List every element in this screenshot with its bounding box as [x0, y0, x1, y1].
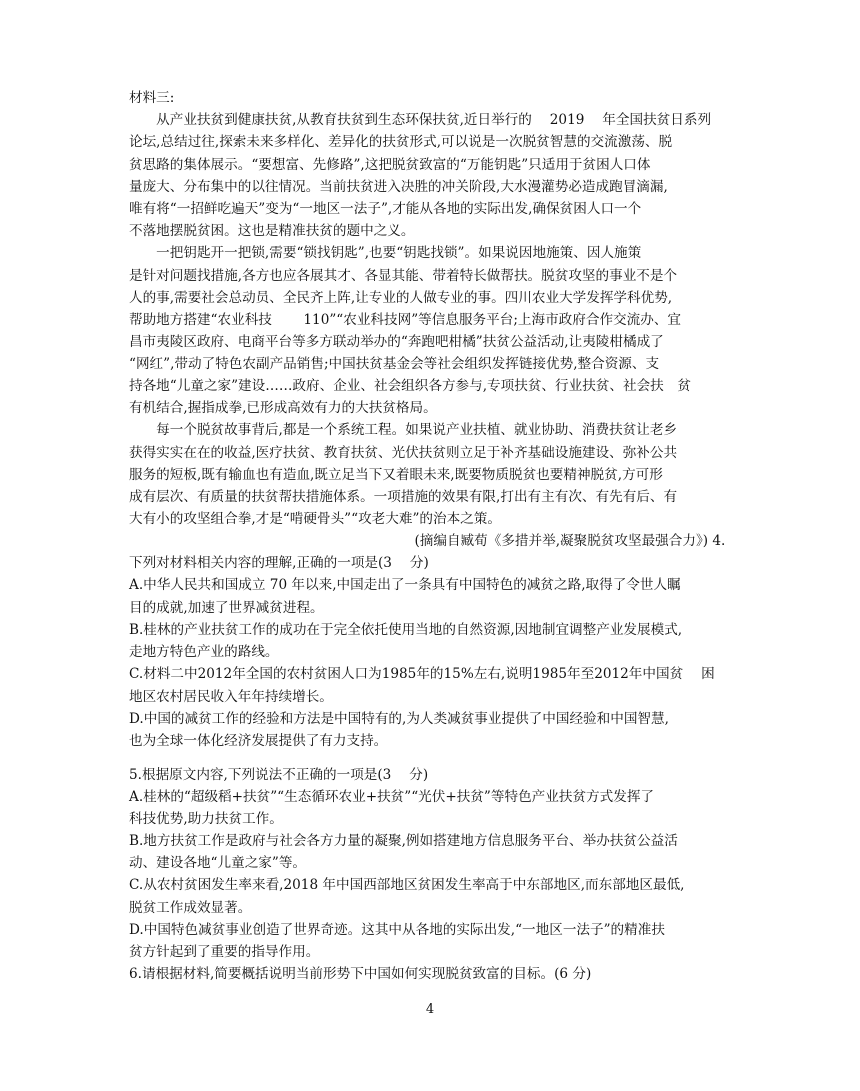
text-line: 获得实实在在的收益,医疗扶贫、教育扶贫、光伏扶贫则立足于补齐基础设施建设、弥补公共: [129, 445, 678, 461]
text-line: 持各地“儿童之家”建设……政府、企业、社会组织各方参与,专项扶贫、行业扶贫、社会扶 贫: [129, 378, 691, 394]
text-line: 地区农村居民收入年年持续增长。: [129, 689, 333, 705]
text-line: D.中国的减贫工作的经验和方法是中国特有的,为人类减贫事业提供了中国经验和中国智慧,: [129, 711, 669, 727]
text-line: 贫思路的集体展示。“要想富、先修路”,这把脱贫致富的“万能钥匙”只适用于贫困人口体: [129, 157, 651, 173]
text-line: B.桂林的产业扶贫工作的成功在于完全依托使用当地的自然资源,因地制宜调整产业发展模式,: [129, 622, 683, 638]
text-line: “网红”,带动了特色农副产品销售;中国扶贫基金会等社会组织发挥链接优势,整合资源、支: [129, 356, 660, 372]
text-line: 贫方针起到了重要的指导作用。: [129, 944, 320, 960]
text-line: 走地方特色产业的路线。: [129, 644, 279, 660]
text-line: 帮助地方搭建“农业科技 110”“农业科技网”等信息服务平台;上海市政府合作交流办、宜: [129, 312, 682, 328]
text-line: 成有层次、有质量的扶贫帮扶措施体系。一项措施的效果有限,打出有主有次、有先有后、有: [129, 489, 678, 505]
text-line: 5.根据原文内容,下列说法不正确的一项是(3 分): [129, 767, 429, 783]
text-line: B.地方扶贫工作是政府与社会各方力量的凝聚,例如搭建地方信息服务平台、举办扶贫公益活: [129, 833, 678, 849]
text-line: 服务的短板,既有输血也有造血,既立足当下又着眼未来,既要物质脱贫也要精神脱贫,方可形: [129, 467, 663, 483]
text-line: 也为全球一体化经济发展提供了有力支持。: [129, 733, 388, 749]
text-line: 唯有将“一招鲜吃遍天”变为“一地区一法子”,才能从各地的实际出发,确保贫困人口一个: [129, 201, 642, 217]
text-line: 是针对问题找措施,各方也应各展其才、各显其能、带着特长做帮扶。脱贫攻坚的事业不是个: [129, 268, 678, 284]
text-line: 下列对材料相关内容的理解,正确的一项是(3 分): [129, 555, 429, 571]
text-line: A.中华人民共和国成立 70 年以来,中国走出了一条具有中国特色的减贫之路,取得了令世人瞩: [129, 577, 681, 593]
page-number: 4: [425, 1002, 435, 1017]
text-line: A.桂林的“超级稻+扶贫”“生态循环农业+扶贫”“光伏+扶贫”等特色产业扶贫方式发挥了: [129, 789, 655, 805]
text-line: 科技优势,助力扶贫工作。: [129, 811, 283, 827]
text-line: 每一个脱贫故事背后,都是一个系统工程。如果说产业扶植、就业协助、消费扶贫让老乡: [129, 422, 678, 438]
text-line: 量庞大、分布集中的以往情况。当前扶贫进入决胜的冲关阶段,大水漫灌势必造成跑冒滴漏,: [129, 179, 668, 195]
text-line: 不落地摆脱贫困。这也是精准扶贫的题中之义。: [129, 223, 415, 239]
text-line: 材料三:: [129, 90, 175, 106]
text-line: 6.请根据材料,简要概括说明当前形势下中国如何实现脱贫致富的目标。(6 分): [129, 966, 592, 982]
text-line: 人的事,需要社会总动员、全民齐上阵,让专业的人做专业的事。四川农业大学发挥学科优势,: [129, 290, 673, 306]
text-line: C.从农村贫困发生率来看,2018 年中国西部地区贫困发生率高于中东部地区,而东部地区最低,: [129, 877, 685, 893]
text-line: 论坛,总结过往,探索未来多样化、差异化的扶贫形式,可以说是一次脱贫智慧的交流激荡、脱: [129, 134, 673, 150]
text-line: 动、建设各地“儿童之家”等。: [129, 855, 307, 871]
text-line: 昌市夷陵区政府、电商平台等多方联动举办的“奔跑吧柑橘”扶贫公益活动,让夷陵柑橘成了: [129, 334, 664, 350]
text-line: 大有小的攻坚组合拳,才是“啃硬骨头”“攻老大难”的治本之策。: [129, 511, 501, 527]
text-line: C.材料二中2012年全国的农村贫困人口为1985年的15%左右,说明1985年至2012年中国贫 困: [129, 666, 715, 682]
text-line: D.中国特色减贫事业创造了世界奇迹。这其中从各地的实际出发,“一地区一法子”的精准扶: [129, 922, 665, 938]
text-line: (摘编自臧荀《多措并举,凝聚脱贫攻坚最强合力》) 4.: [129, 533, 726, 549]
text-line: 从产业扶贫到健康扶贫,从教育扶贫到生态环保扶贫,近日举行的 2019 年全国扶贫日系列: [129, 112, 712, 128]
text-line: 有机结合,握指成拳,已形成高效有力的大扶贫格局。: [129, 400, 437, 416]
text-line: 目的成就,加速了世界减贫进程。: [129, 600, 324, 616]
text-line: 脱贫工作成效显著。: [129, 900, 252, 916]
text-line: 一把钥匙开一把锁,需要“锁找钥匙”,也要“钥匙找锁”。如果说因地施策、因人施策: [129, 245, 642, 261]
